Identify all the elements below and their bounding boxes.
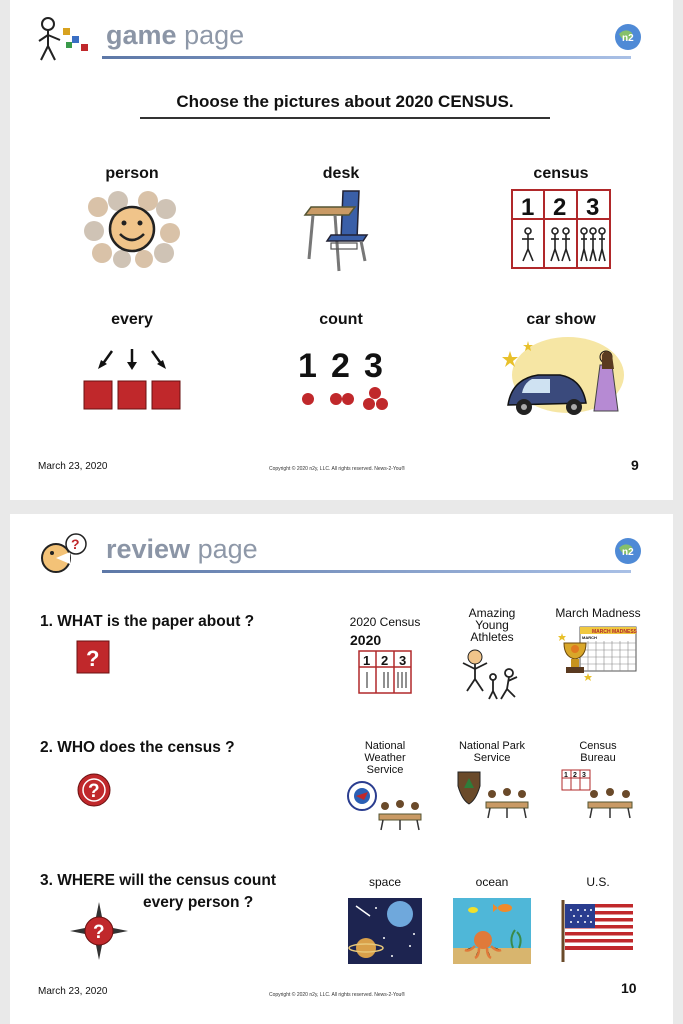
choice-label: March Madness	[555, 606, 641, 620]
page-number: 9	[631, 457, 639, 473]
arrows-squares-icon	[80, 335, 184, 415]
choice-count[interactable]	[256, 311, 426, 419]
choice-car-show[interactable]	[476, 311, 646, 419]
calendar-month: MARCH	[582, 635, 597, 640]
census-digit-1: 1	[521, 194, 535, 221]
choice-label: ocean	[475, 875, 509, 889]
count-123-dots-icon	[286, 335, 396, 419]
census-bureau-meeting-icon	[558, 768, 638, 820]
park-service-meeting-icon	[452, 768, 532, 820]
globe-logo-icon	[613, 536, 643, 566]
choice-person[interactable]	[47, 165, 217, 269]
choice-label: census	[533, 165, 589, 182]
svg-text:n2: n2	[622, 547, 634, 558]
page-title-bold: game	[106, 20, 177, 50]
car-show-icon	[496, 335, 626, 419]
review-page	[10, 514, 673, 1024]
march-madness-trophy-icon	[558, 623, 638, 683]
choice-label: U.S.	[586, 875, 610, 889]
q1-choice-2020-census[interactable]	[330, 616, 440, 694]
question-square-icon	[76, 640, 110, 674]
svg-text:n2: n2	[622, 33, 634, 44]
game-page	[10, 0, 673, 500]
space-planets-icon	[348, 898, 422, 964]
footer-copyright: Copyright © 2020 n2y, LLC. All rights reserved. News-2-You®	[268, 992, 406, 998]
question-1-text: 1. WHAT is the paper about ?	[40, 613, 255, 630]
choice-label: National Weather Service	[364, 740, 406, 776]
q1-choice-march-madness[interactable]	[543, 607, 653, 683]
census-123-people-icon	[511, 189, 611, 269]
census-digit-1: 1	[363, 653, 371, 668]
question-3-text: 3. WHERE will the census count	[40, 872, 276, 889]
question-mark: ?	[88, 781, 100, 802]
census-digit-3: 3	[399, 653, 407, 668]
choice-label: car show	[526, 311, 596, 328]
choice-sublabel: 2020	[350, 632, 382, 648]
calendar-banner: MARCH MADNESS	[592, 629, 637, 635]
svg-text:?: ?	[71, 536, 80, 552]
q3-choice-space[interactable]	[330, 876, 440, 964]
young-athletes-icon	[457, 647, 527, 703]
census-digit-3: 3	[586, 194, 600, 221]
header-rule	[102, 570, 631, 573]
footer-date: March 23, 2020	[38, 986, 108, 997]
question-3-text-line2: every person ?	[143, 894, 254, 911]
thinking-face-icon	[36, 528, 96, 578]
ocean-fish-icon	[453, 898, 531, 964]
smiley-face-group-icon	[82, 189, 182, 269]
choice-census[interactable]	[476, 165, 646, 269]
choice-desk[interactable]	[256, 165, 426, 273]
compass-question-icon	[68, 900, 130, 962]
question-circle-icon	[76, 772, 112, 808]
census-digit-2: 2	[553, 194, 567, 221]
q3-choice-us[interactable]	[543, 876, 653, 964]
q3-choice-ocean[interactable]	[437, 876, 547, 964]
page-title-normal: page	[197, 534, 258, 564]
footer-date: March 23, 2020	[38, 461, 108, 472]
choice-label: count	[319, 311, 363, 328]
q1-choice-young-athletes[interactable]	[437, 607, 547, 703]
census-digit-2: 2	[381, 653, 389, 668]
choice-label: 2020 Census	[349, 615, 421, 629]
page-title	[106, 534, 258, 565]
choice-every[interactable]	[47, 311, 217, 415]
choice-label: person	[105, 165, 159, 182]
page-title-normal: page	[184, 20, 245, 50]
census-123-people-icon	[358, 650, 412, 694]
choice-label: space	[368, 875, 402, 889]
choice-label: desk	[322, 165, 360, 182]
choice-label: Amazing Young Athletes	[468, 606, 516, 644]
us-flag-icon	[560, 898, 636, 964]
census-digit-3: 3	[582, 772, 586, 779]
page-header	[10, 0, 673, 70]
census-digit-1: 1	[564, 772, 568, 779]
q2-choice-weather-service[interactable]	[330, 740, 440, 832]
census-digit-2: 2	[573, 772, 577, 779]
choice-label: National Park Service	[458, 740, 526, 764]
count-digit-2: 2	[331, 347, 350, 385]
choice-label: every	[111, 311, 153, 328]
q2-choice-park-service[interactable]	[437, 740, 547, 820]
page-title	[106, 20, 244, 51]
page-title-bold: review	[106, 534, 191, 564]
count-digit-1: 1	[298, 347, 317, 385]
header-rule	[102, 56, 631, 59]
instruction-text: Choose the pictures about 2020 CENSUS.	[176, 92, 514, 111]
q2-choice-census-bureau[interactable]	[543, 740, 653, 820]
choice-label: Census Bureau	[579, 740, 617, 764]
school-desk-icon	[291, 189, 391, 273]
stick-figure-game-icon	[36, 14, 96, 64]
question-mark: ?	[86, 646, 100, 671]
question-2-text: 2. WHO does the census ?	[40, 739, 235, 756]
count-digit-3: 3	[364, 347, 383, 385]
page-header	[10, 514, 673, 584]
weather-service-meeting-icon	[345, 780, 425, 832]
instruction-underline	[140, 117, 550, 119]
footer-copyright: Copyright © 2020 n2y, LLC. All rights reserved. News-2-You®	[268, 466, 406, 472]
page-number: 10	[621, 980, 637, 996]
globe-logo-icon	[613, 22, 643, 52]
question-mark: ?	[93, 922, 105, 943]
